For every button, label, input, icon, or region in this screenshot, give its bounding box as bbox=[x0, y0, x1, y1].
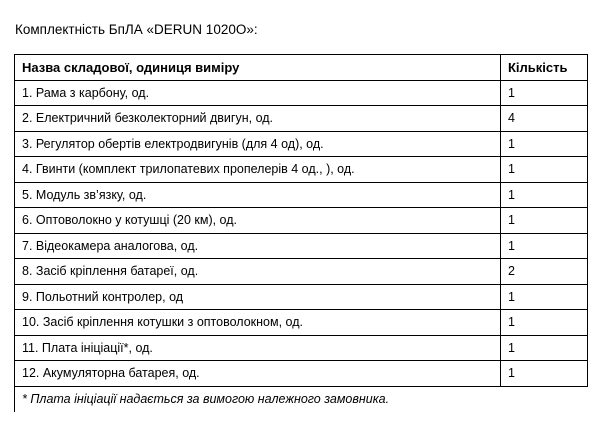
row-name: 7. Відеокамера аналогова, од. bbox=[15, 233, 501, 259]
row-name: 8. Засіб кріплення батареї, од. bbox=[15, 259, 501, 285]
row-qty: 1 bbox=[501, 182, 588, 208]
row-qty: 1 bbox=[501, 310, 588, 336]
table-row bbox=[15, 131, 588, 157]
row-qty: 1 bbox=[501, 284, 588, 310]
row-name: 6. Оптоволокно у котушці (20 км), од. bbox=[15, 208, 501, 234]
table-row bbox=[15, 233, 588, 259]
row-qty: 1 bbox=[501, 131, 588, 157]
table-row bbox=[15, 259, 588, 285]
table-row bbox=[15, 208, 588, 234]
row-qty: 1 bbox=[501, 208, 588, 234]
row-name: 10. Засіб кріплення котушки з оптоволокном, од. bbox=[15, 310, 501, 336]
table-footnote: * Плата ініціації надається за вимогою належного замовника. bbox=[15, 386, 588, 412]
table-row bbox=[15, 310, 588, 336]
row-name: 12. Акумуляторна батарея, од. bbox=[15, 361, 501, 387]
row-name: 9. Польотний контролер, од bbox=[15, 284, 501, 310]
row-qty: 4 bbox=[501, 106, 588, 132]
row-qty: 1 bbox=[501, 233, 588, 259]
row-name: 3. Регулятор обертів електродвигунів (для 4 од), од. bbox=[15, 131, 501, 157]
table-row bbox=[15, 106, 588, 132]
table-row bbox=[15, 182, 588, 208]
row-qty: 2 bbox=[501, 259, 588, 285]
kit-table-container bbox=[14, 54, 587, 412]
header-name: Назва складової, одиниця виміру bbox=[15, 55, 501, 81]
table-row bbox=[15, 361, 588, 387]
row-qty: 1 bbox=[501, 80, 588, 106]
table-row bbox=[15, 284, 588, 310]
row-qty: 1 bbox=[501, 335, 588, 361]
table-row bbox=[15, 80, 588, 106]
row-name: 2. Електричний безколекторний двигун, од. bbox=[15, 106, 501, 132]
row-name: 11. Плата ініціації*, од. bbox=[15, 335, 501, 361]
kit-table bbox=[14, 54, 588, 412]
header-qty: Кількість bbox=[501, 55, 588, 81]
row-qty: 1 bbox=[501, 361, 588, 387]
table-row bbox=[15, 335, 588, 361]
table-row bbox=[15, 157, 588, 183]
row-qty: 1 bbox=[501, 157, 588, 183]
table-header-row bbox=[15, 55, 588, 81]
footnote-row bbox=[15, 386, 588, 412]
row-name: 4. Гвинти (комплект трилопатевих пропелерів 4 од., ), од. bbox=[15, 157, 501, 183]
document-title: Комплектність БпЛА «DERUN 1020О»: bbox=[15, 22, 258, 37]
row-name: 1. Рама з карбону, од. bbox=[15, 80, 501, 106]
row-name: 5. Модуль зв’язку, од. bbox=[15, 182, 501, 208]
